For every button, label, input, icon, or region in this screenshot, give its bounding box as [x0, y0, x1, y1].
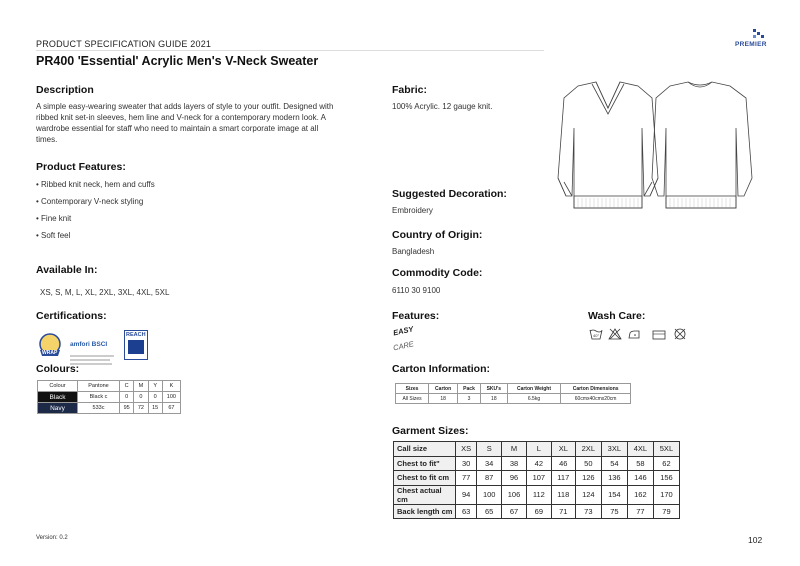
description-line: times.	[36, 135, 58, 144]
table-header: C	[120, 381, 134, 392]
page-title: PR400 'Essential' Acrylic Men's V-Neck Sweater	[36, 54, 319, 68]
row-label: Chest to fit cm	[394, 471, 456, 486]
easy-care-top: EASY	[392, 324, 415, 338]
table-cell: 170	[653, 485, 679, 504]
premier-logo	[731, 28, 771, 50]
table-cell: 73	[575, 504, 601, 519]
table-cell: 162	[627, 485, 653, 504]
garment-sizes-table	[393, 441, 680, 519]
garment-header-row	[394, 442, 680, 457]
page-number: 102	[748, 535, 763, 545]
table-cell: 3	[458, 394, 481, 404]
table-cell: 95	[120, 403, 134, 414]
product-features-heading: Product Features:	[36, 161, 126, 173]
origin-heading: Country of Origin:	[392, 229, 483, 241]
table-cell: 62	[653, 456, 679, 471]
table-cell: 69	[526, 504, 551, 519]
available-sizes: XS, S, M, L, XL, 2XL, 3XL, 4XL, 5XL	[40, 288, 170, 297]
table-cell: 30	[456, 456, 477, 471]
garment-heading: Garment Sizes:	[392, 425, 469, 437]
table-header: Sizes	[396, 384, 429, 394]
carton-table	[395, 383, 631, 404]
table-cell: 72	[134, 403, 148, 414]
wash-temp: 40°	[593, 333, 600, 338]
table-cell: 136	[601, 471, 627, 486]
fabric-heading: Fabric:	[392, 84, 428, 96]
table-cell: 54	[601, 456, 627, 471]
iron-low-icon	[627, 328, 641, 340]
table-row	[396, 394, 631, 404]
certifications-heading: Certifications:	[36, 310, 107, 322]
table-header: Call size	[394, 442, 456, 457]
table-cell: 107	[526, 471, 551, 486]
table-header: L	[526, 442, 551, 457]
description-line: wardrobe essential for staff who need to maintain a smart corporate image at all	[36, 124, 319, 133]
table-cell: 156	[653, 471, 679, 486]
features-heading: Features:	[392, 310, 440, 322]
table-cell: 100	[477, 485, 502, 504]
easy-care-icon	[393, 326, 417, 356]
no-tumble-dry-icon	[673, 328, 687, 340]
description-heading: Description	[36, 84, 94, 96]
table-header: M	[134, 381, 148, 392]
feature-item: • Ribbed knit neck, hem and cuffs	[36, 180, 155, 189]
table-row	[394, 485, 680, 504]
table-cell: 65	[477, 504, 502, 519]
table-cell: 118	[551, 485, 575, 504]
table-cell: 112	[526, 485, 551, 504]
table-cell: 146	[627, 471, 653, 486]
row-label: Chest actual cm	[394, 485, 456, 504]
table-row	[394, 504, 680, 519]
table-cell: 124	[575, 485, 601, 504]
reach-certification-logo	[124, 330, 148, 360]
no-bleach-icon	[608, 328, 622, 340]
table-header: M	[502, 442, 527, 457]
colour-swatch-black: Black	[38, 392, 78, 403]
table-row	[38, 403, 181, 414]
fabric-text: 100% Acrylic. 12 gauge knit.	[392, 102, 493, 111]
table-cell: 42	[526, 456, 551, 471]
amfori-certification-logo	[70, 333, 118, 357]
table-cell: 154	[601, 485, 627, 504]
colour-swatch-navy: Navy	[38, 403, 78, 414]
table-header: Carton	[429, 384, 458, 394]
table-row	[38, 392, 181, 403]
table-header: XS	[456, 442, 477, 457]
origin-text: Bangladesh	[392, 247, 435, 256]
commodity-text: 6110 30 9100	[392, 286, 441, 295]
table-cell: 71	[551, 504, 575, 519]
table-cell: 75	[601, 504, 627, 519]
table-cell: 46	[551, 456, 575, 471]
row-label: Chest to fit"	[394, 456, 456, 471]
table-header: SKU's	[480, 384, 507, 394]
table-cell: 50	[575, 456, 601, 471]
table-header: 3XL	[601, 442, 627, 457]
description-line: A simple easy-wearing sweater that adds layers of style to your outfit. Designed with	[36, 102, 334, 111]
table-header: K	[162, 381, 180, 392]
easy-care-bottom: CARE	[392, 339, 415, 353]
brand-name: PREMIER	[735, 41, 767, 48]
table-cell: 533c	[78, 403, 120, 414]
table-cell: 18	[480, 394, 507, 404]
table-cell: 38	[502, 456, 527, 471]
table-cell: 0	[120, 392, 134, 403]
table-cell: 100	[162, 392, 180, 403]
table-header: Colour	[38, 381, 78, 392]
table-header: Pantone	[78, 381, 120, 392]
reach-label: REACH	[126, 332, 146, 338]
table-header: 5XL	[653, 442, 679, 457]
description-line: ribbed knit set-in sleeves, hem line and V-neck for a contemporary modern look. A	[36, 113, 326, 122]
table-cell: 94	[456, 485, 477, 504]
amfori-label: amfori BSCI	[70, 341, 108, 348]
colours-table	[37, 380, 181, 414]
sweater-illustration	[548, 78, 768, 218]
commodity-heading: Commodity Code:	[392, 267, 483, 279]
table-cell: 77	[627, 504, 653, 519]
feature-item: • Contemporary V-neck styling	[36, 197, 144, 206]
version-label: Version: 0.2	[36, 535, 68, 541]
wrap-certification-logo	[36, 332, 64, 358]
colours-heading: Colours:	[36, 363, 80, 375]
table-cell: 67	[502, 504, 527, 519]
table-cell: 117	[551, 471, 575, 486]
table-cell: 60cmx40cmx20cm	[561, 394, 631, 404]
table-cell: All Sizes	[396, 394, 429, 404]
table-cell: 87	[477, 471, 502, 486]
eu-flag-icon	[128, 340, 144, 354]
table-cell: 79	[653, 504, 679, 519]
table-header: Pack	[458, 384, 481, 394]
row-label: Back length cm	[394, 504, 456, 519]
table-cell: 0	[148, 392, 162, 403]
table-cell: 18	[429, 394, 458, 404]
feature-item: • Fine knit	[36, 214, 72, 223]
available-in-heading: Available In:	[36, 264, 98, 276]
table-header: Carton Dimensions	[561, 384, 631, 394]
dry-clean-icon	[652, 328, 666, 340]
table-cell: Black c	[78, 392, 120, 403]
decoration-heading: Suggested Decoration:	[392, 188, 507, 200]
table-cell: 34	[477, 456, 502, 471]
table-header: 4XL	[627, 442, 653, 457]
colours-header-row	[38, 381, 181, 392]
logo-squares-icon	[731, 28, 771, 42]
table-header: 2XL	[575, 442, 601, 457]
table-cell: 126	[575, 471, 601, 486]
decoration-text: Embroidery	[392, 206, 433, 215]
header-divider	[36, 50, 544, 51]
table-header: Y	[148, 381, 162, 392]
table-cell: 15	[148, 403, 162, 414]
table-cell: 77	[456, 471, 477, 486]
carton-heading: Carton Information:	[392, 363, 490, 375]
wash-care-heading: Wash Care:	[588, 310, 646, 322]
description-text	[36, 101, 386, 145]
wrap-label: WRAP	[42, 350, 58, 356]
table-cell: 96	[502, 471, 527, 486]
table-header: S	[477, 442, 502, 457]
table-cell: 63	[456, 504, 477, 519]
table-cell: 67	[162, 403, 180, 414]
table-row	[394, 471, 680, 486]
wash-40-icon	[589, 328, 603, 340]
feature-item: • Soft feel	[36, 231, 71, 240]
table-cell: 0	[134, 392, 148, 403]
table-cell: 58	[627, 456, 653, 471]
guide-label: PRODUCT SPECIFICATION GUIDE 2021	[36, 39, 212, 49]
table-cell: 6.5kg	[507, 394, 561, 404]
table-header: Carton Weight	[507, 384, 561, 394]
carton-header-row	[396, 384, 631, 394]
table-row	[394, 456, 680, 471]
table-header: XL	[551, 442, 575, 457]
table-cell: 106	[502, 485, 527, 504]
